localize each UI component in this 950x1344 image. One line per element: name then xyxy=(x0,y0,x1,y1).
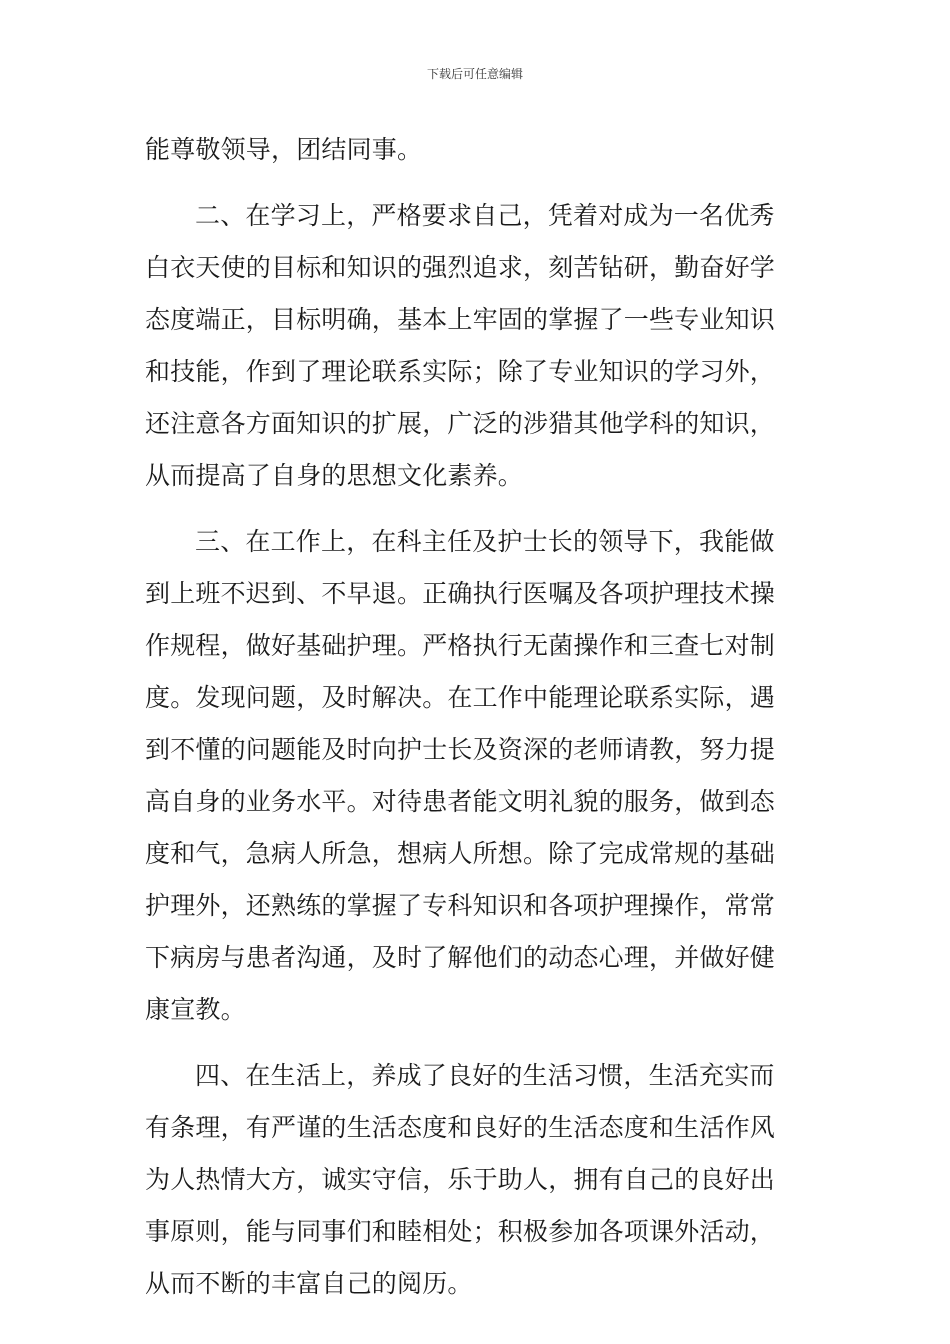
text-line: 度和气，急病人所急，想病人所想。除了完成常规的基础 xyxy=(145,839,776,868)
text-line: 度。发现问题，及时解决。在工作中能理论联系实际，遇 xyxy=(145,683,776,712)
text-line: 从而提高了自身的思想文化素养。 xyxy=(145,461,524,490)
header-note: 下载后可任意编辑 xyxy=(426,67,523,81)
text-line: 康宣教。 xyxy=(145,995,246,1024)
text-line: 态度端正，目标明确，基本上牢固的掌握了一些专业知识 xyxy=(145,305,776,334)
text-line: 有条理，有严谨的生活态度和良好的生活态度和生活作风 xyxy=(145,1113,776,1142)
text-line: 下病房与患者沟通，及时了解他们的动态心理，并做好健 xyxy=(145,943,776,972)
text-line: 还注意各方面知识的扩展，广泛的涉猎其他学科的知识， xyxy=(145,409,776,438)
text-line: 为人热情大方，诚实守信，乐于助人，拥有自己的良好出 xyxy=(145,1165,776,1194)
paragraph-first-line: 二、在学习上，严格要求自己，凭着对成为一名优秀 xyxy=(195,201,775,230)
paragraph-first-line: 四、在生活上，养成了良好的生活习惯，生活充实而 xyxy=(195,1061,775,1090)
text-line: 能尊敬领导，团结同事。 xyxy=(145,135,423,164)
text-line: 护理外，还熟练的掌握了专科知识和各项护理操作，常常 xyxy=(145,891,776,920)
text-line: 和技能，作到了理论联系实际；除了专业知识的学习外， xyxy=(145,357,776,386)
text-line: 从而不断的丰富自己的阅历。 xyxy=(145,1269,473,1298)
text-line: 到不懂的问题能及时向护士长及资深的老师请教，努力提 xyxy=(145,735,776,764)
text-line: 到上班不迟到、不早退。正确执行医嘱及各项护理技术操 xyxy=(145,579,776,608)
document-body xyxy=(145,124,811,1310)
paragraph-gap xyxy=(145,1036,811,1050)
text-line: 作规程，做好基础护理。严格执行无菌操作和三查七对制 xyxy=(145,631,776,660)
text-line: 高自身的业务水平。对待患者能文明礼貌的服务，做到态 xyxy=(145,787,776,816)
text-line: 事原则，能与同事们和睦相处；积极参加各项课外活动， xyxy=(145,1217,776,1246)
text-line: 白衣天使的目标和知识的强烈追求，刻苦钻研，勤奋好学 xyxy=(145,253,776,282)
paragraph-first-line: 三、在工作上，在科主任及护士长的领导下，我能做 xyxy=(195,527,775,556)
paragraph-gap xyxy=(145,176,811,190)
paragraph-gap xyxy=(145,502,811,516)
